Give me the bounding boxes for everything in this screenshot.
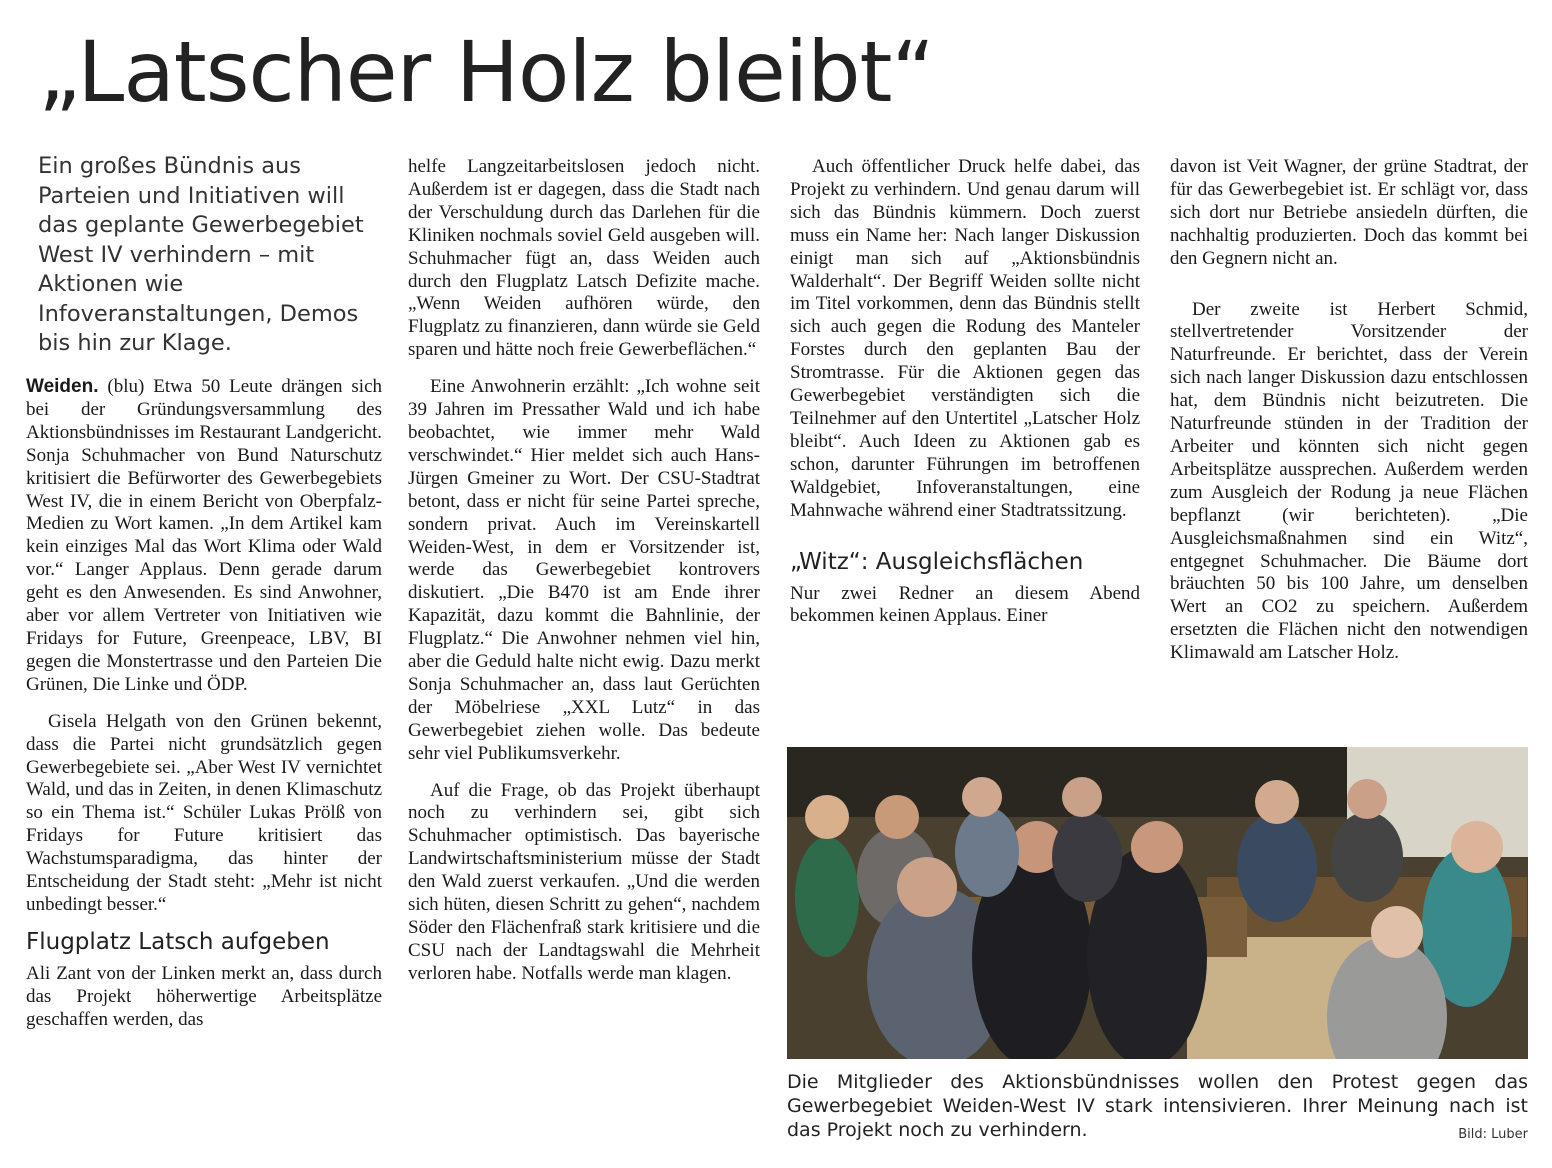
paragraph: Gisela Helgath von den Grünen bekennt, dass die Partei nicht grundsätzlich gegen Gewerbegebiete sei. „Aber West IV vernichtet Wald, und das in Zeiten, in denen Klimaschutz so ein Thema ist.“ Schüler Lukas Prölß von Fridays for Future kritisiert das Wachstumsparadigma, das hinter der Entscheidung der Stadt steht: „Mehr ist nicht unbedingt besser.“ [26, 710, 382, 915]
subheading: „Witz“: Ausgleichsflächen [790, 548, 1084, 575]
paragraph: Ali Zant von der Linken merkt an, dass durch das Projekt höherwertige Arbeitsplätze geschaffen werden, das [26, 962, 382, 1030]
paragraph: Eine Anwohnerin erzählt: „Ich wohne seit 39 Jahren im Pressather Wald und ich habe beobachtet, wie immer mehr Wald verschwindet.“ Hier meldet sich auch Hans-Jürgen Gmeiner zu Wort. Der CSU-Stadtrat betont, dass er nicht für seine Partei spreche, sondern privat. Auch im Vereinskartell Weiden-West, in dem er Vorsitzender ist, werde das Gewerbegebiet kontrovers diskutiert. „Die B470 ist am Ende ihrer Kapazität, dazu kommt die Bahnlinie, der Flugplatz.“ Die Anwohner nehmen viel hin, aber die Geduld halte nicht ewig. Dazu merkt Sonja Schuhmacher an, dass laut Gerüchten der Möbelriese „XXL Lutz“ in das Gewerbegebiet ziehen wolle. Das bedeute sehr viel Publikumsverkehr. [408, 376, 760, 764]
paragraph-text: (blu) Etwa 50 Leute drängen sich bei der Gründungsversammlung des Aktionsbündnisses im Restaurant Landgericht. Sonja Schuhmacher von Bund Naturschutz kritisiert die Befürworter des Gewerbegebiets West IV, die in einem Bericht von Oberpfalz-Medien zu Wort kamen. „In dem Artikel kam kein einziges Mal das Wort Klima oder Wald vor.“ Langer Applaus. Denn gerade darum geht es den Anwesenden. Es sind Anwohner, aber vor allem Vertreter von Initiativen wie Fridays for Future, Greenpeace, LBV, BI gegen die Monstertrasse und den Parteien Die Grünen, Die Linke und ÖDP. [26, 376, 383, 695]
lead-paragraph: Ein großes Bündnis aus Parteien und Initiativen will das geplante Gewerbegebiet West IV verhindern – mit Aktionen wie Infoveranstaltungen, Demos bis hin zur Klage. [38, 153, 364, 356]
paragraph: Auf die Frage, ob das Projekt überhaupt noch zu verhindern sei, gibt sich Schuhmacher optimistisch. Das bayerische Landwirtschaftsministerium müsse der Stadt den Wald zuerst verkaufen. „Und die werden sich hüten, diesen Schritt zu gehen“, nachdem Söder den Flächenfraß stark kritisiere und die CSU nach der Landtagswahl die Mehrheit verloren habe. Notfalls werde man klagen. [408, 779, 760, 984]
paragraph: Nur zwei Redner an diesem Abend bekommen keinen Applaus. Einer [790, 582, 1140, 627]
paragraph: Der zweite ist Herbert Schmid, stellvertretender Vorsitzender der Naturfreunde. Er berichtet, dass der Verein sich nach langer Diskussion dazu entschlossen hat, dem Bündnis nicht beizutreten. Die Naturfreunde stünden in der Tradition der Arbeiter und könnten sich nicht gegen Arbeitsplätze aussprechen. Außerdem werden zum Ausgleich der Rodung ja neue Flächen bepflanzt (wir berichteten). „Die Ausgleichsmaßnahmen sind ein Witz“, entgegnet Schuhmacher. Die Bäume dort bräuchten 50 bis 100 Jahre, um denselben Wert an CO2 zu speichern. Außerdem ersetzten die Flächen nicht den notwendigen Klimawald am Latscher Holz. [1170, 298, 1528, 664]
article-column-1 [26, 376, 382, 1032]
article-column-4 [1170, 156, 1528, 665]
article-column-3 [790, 156, 1140, 628]
paragraph: Auch öffentlicher Druck helfe dabei, das Projekt zu verhindern. Und genau darum will sich das Bündnis kümmern. Doch zuerst muss ein Name her: Nach langer Diskussion einigt man sich auf „Aktionsbündnis Walderhalt“. Der Begriff Weiden sollte nicht im Titel vorkommen, denn das Bündnis stellt sich auch gegen die Rodung des Manteler Forstes durch den geplanten Bau der Stromtrasse. Für die Aktionen gegen das Gewerbegebiet verständigten sich die Teilnehmer auf den Untertitel „Latscher Holz bleibt“. Auch Ideen zu Aktionen gab es schon, darunter Führungen im betroffenen Waldgebiet, Infoveranstaltungen, eine Mahnwache während einer Stadtratssitzung. [790, 156, 1140, 521]
photo-credit: Bild: Luber [1458, 1127, 1528, 1142]
article-photo [787, 747, 1528, 1059]
paragraph [26, 376, 382, 697]
subheading: Flugplatz Latsch aufgeben [26, 928, 330, 955]
photo-illustration [787, 747, 1528, 1059]
headline: „Latscher Holz bleibt“ [38, 23, 934, 121]
article-column-2 [408, 156, 760, 986]
paragraph: davon ist Veit Wagner, der grüne Stadtrat, der für das Gewerbegebiet ist. Er schlägt vor, dass sich dort nur Betriebe ansiedeln dürften, die nachhaltig produzierten. Doch das kommt bei den Gegnern nicht an. [1170, 156, 1528, 269]
photo-caption: Die Mitglieder des Aktionsbündnisses wollen den Protest gegen das Gewerbegebiet Weiden-West IV stark intensivieren. Ihrer Meinung nach ist das Projekt noch zu verhindern. [787, 1071, 1528, 1141]
paragraph: helfe Langzeitarbeitslosen jedoch nicht. Außerdem ist er dagegen, dass die Stadt nach der Verschuldung durch das Darlehen für die Kliniken nochmals soviel Geld ausgeben will. Schuhmacher fügt an, dass Weiden auch durch den Flugplatz Latsch Defizite mache. „Wenn Weiden aufhören würde, den Flugplatz zu finanzieren, dann würde sie Geld sparen und hätte noch freie Gewerbeflächen.“ [408, 156, 760, 361]
dateline: Weiden. [26, 376, 99, 397]
